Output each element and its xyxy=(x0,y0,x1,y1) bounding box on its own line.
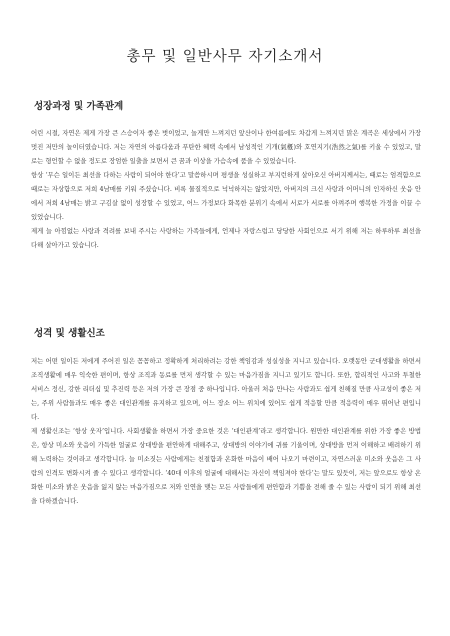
paragraph: 저는 어떤 일이든 저에게 주어진 일은 꼼꼼하고 정확하게 처리하려는 강한 책임감과 성실성을 지니고 있습니다. 오랫동안 군대생활을 하면서 조직생활에 매우 익숙한 편이며, 항상 조직과 동료를 먼저 생각할 수 있는 마음가짐을 지니고 있기도 합니다. 또한, 합리적인 사고와 투철한 서비스 정신, 강한 리더십 및 추진력 등은 저의 가장 큰 장점 중 하나입니다. 아울러 처음 만나는 사람과도 쉽게 친해질 만큼 사교성이 좋은 저는, 주위 사람들과도 매우 좋은 대인관계를 유지하고 있으며, 어느 장소 어느 위치에 있어도 쉽게 적응할 만큼 적응력이 매우 뛰어난 편입니다. xyxy=(31,357,421,421)
paragraph: 어린 시절, 자연은 제게 가장 큰 스승이자 좋은 벗이었고, 놀게만 느껴지던 앞산이나 한여름에도 차갑게 느껴지던 맑은 계곡은 세상에서 가장 멋진 저만의 놀이터였습니다. 저는 자연의 아름다움과 푸탄한 혜택 속에서 남성적인 기개(氣槪)와 호연지기(浩然之氣)를 키울 수 있었고, 말로는 형언할 수 없을 정도로 장엄한 일출을 보면서 큰 꿈과 이상을 가슴속에 품을 수 있었습니다. xyxy=(31,129,421,165)
paragraph: 항상 ‘무슨 일이든 최선을 다하는 사람이 되어야 한다’고 말씀하시며 평생을 성실하고 부지런하게 살아오신 아버지께서는, 때로는 엄격함으로 때로는 자상함으로 저희 4남매를 키워 주셨습니다. 비록 물질적으로 넉넉하지는 않았지만, 아버지의 크신 사랑과 어머니의 인자하신 웃음 안에서 저희 4남매는 밝고 구김살 없이 성장할 수 있었고, 어느 가정보다 화목한 분위기 속에서 서로가 서로를 아껴주며 행복한 가정을 이끌 수 있었습니다. xyxy=(31,171,421,221)
paragraph: 제게 늘 아낌없는 사랑과 격려를 보내 주시는 사랑하는 가족들에게, 언제나 자랑스럽고 당당한 사회인으로 서기 위해 저는 하루하루 최선을 다해 살아가고 있습니다. xyxy=(31,227,421,249)
section-heading-growth-family: 성장과정 및 가족관계 xyxy=(34,101,124,112)
document-title: 총무 및 일반사무 자기소개서 xyxy=(126,49,324,65)
section-heading-personality-motto: 성격 및 생활신조 xyxy=(34,328,105,339)
section-body-personality-motto xyxy=(31,354,421,508)
paragraph: 제 생활신조는 ‘항상 웃자’입니다. 사회생활을 하면서 가장 중요한 것은 ‘대인관계’라고 생각합니다. 원만한 대인관계를 위한 가장 좋은 방법은, 항상 미소와 웃음이 가득한 얼굴로 상대방을 편안하게 대해주고, 상대방의 이야기에 귀를 기울이며, 상대방을 먼저 이해하고 배려하기 위해 노력하는 것이라고 생각합니다. 늘 미소짓는 사람에게는 친절함과 온화한 마음이 배어 나오기 마련이고, 자연스러운 미소와 웃음은 그 사람의 인격도 변화시켜 줄 수 있다고 생각합니다. ‘40대 이후의 얼굴에 대해서는 자신이 책임져야 한다’는 말도 있듯이, 저는 앞으로도 항상 온화한 미소와 밝은 웃음을 잃지 않는 마음가짐으로 저와 인연을 맺는 모든 사람들에게 편안함과 기쁨을 전해 줄 수 있는 사람이 되기 위해 최선을 다하겠습니다. xyxy=(31,427,421,505)
section-body-growth-family xyxy=(31,126,421,252)
